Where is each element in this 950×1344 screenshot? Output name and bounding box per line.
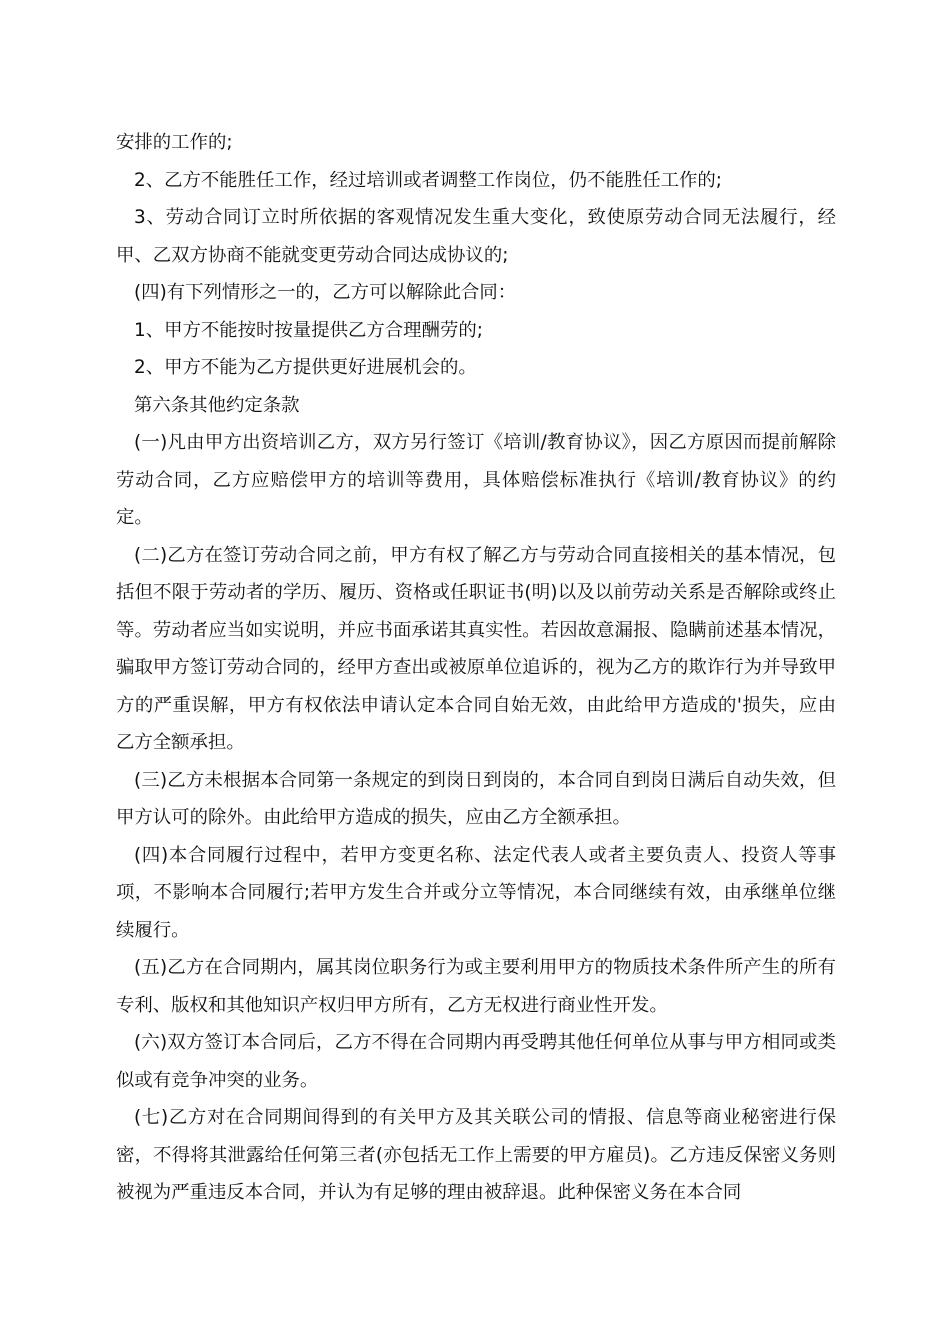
paragraph: (一)凡由甲方出资培训乙方，双方另行签订《培训/教育协议》，因乙方原因而提前解除劳动合同，乙方应赔偿甲方的培训等费用，具体赔偿标准执行《培训/教育协议》的约定。: [116, 432, 836, 528]
article-heading: 第六条其他约定条款: [134, 394, 300, 416]
paragraph: (六)双方签订本合同后，乙方不得在合同期内再受聘其他任何单位从事与甲方相同或类似或有竞争冲突的业务。: [116, 1032, 836, 1091]
paragraph: 3、劳动合同订立时所依据的客观情况发生重大变化，致使原劳动合同无法履行，经甲、乙双方协商不能就变更劳动合同达成协议的;: [116, 207, 836, 266]
paragraph: (三)乙方未根据本合同第一条规定的到岗日到岗的，本合同自到岗日满后自动失效，但甲方认可的除外。由此给甲方造成的损失，应由乙方全额承担。: [116, 769, 836, 828]
section-heading: (四)有下列情形之一的，乙方可以解除此合同：: [134, 282, 517, 303]
paragraph: (四)本合同履行过程中，若甲方变更名称、法定代表人或者主要负责人、投资人等事项，不影响本合同履行;若甲方发生合并或分立等情况，本合同继续有效，由承继单位继续履行。: [116, 844, 836, 941]
paragraph: 1、甲方不能按时按量提供乙方合理酬劳的;: [134, 319, 483, 341]
paragraph: 2、乙方不能胜任工作，经过培训或者调整工作岗位，仍不能胜任工作的;: [134, 169, 723, 191]
paragraph: (五)乙方在合同期内，属其岗位职务行为或主要利用甲方的物质技术条件所产生的所有专利、版权和其他知识产权归甲方所有，乙方无权进行商业性开发。: [116, 957, 836, 1016]
paragraph: 安排的工作的;: [116, 132, 233, 153]
document-body: [116, 124, 836, 1212]
paragraph: (二)乙方在签订劳动合同之前，甲方有权了解乙方与劳动合同直接相关的基本情况，包括但不限于劳动者的学历、履历、资格或任职证书(明)以及以前劳动关系是否解除或终止等。劳动者应当如实说明，并应书面承诺其真实性。若因故意漏报、隐瞒前述基本情况，骗取甲方签订劳动合同的，经甲方查出或被原单位追诉的，视为乙方的欺诈行为并导致甲方的严重误解，甲方有权依法申请认定本合同自始无效，由此给甲方造成的'损失，应由乙方全额承担。: [116, 544, 836, 753]
paragraph: (七)乙方对在合同期间得到的有关甲方及其关联公司的情报、信息等商业秘密进行保密，不得将其泄露给任何第三者(亦包括无工作上需要的甲方雇员)。乙方违反保密义务则被视为严重违反本合同，并认为有足够的理由被辞退。此种保密义务在本合同: [116, 1107, 836, 1203]
paragraph: 2、甲方不能为乙方提供更好进展机会的。: [134, 357, 477, 378]
